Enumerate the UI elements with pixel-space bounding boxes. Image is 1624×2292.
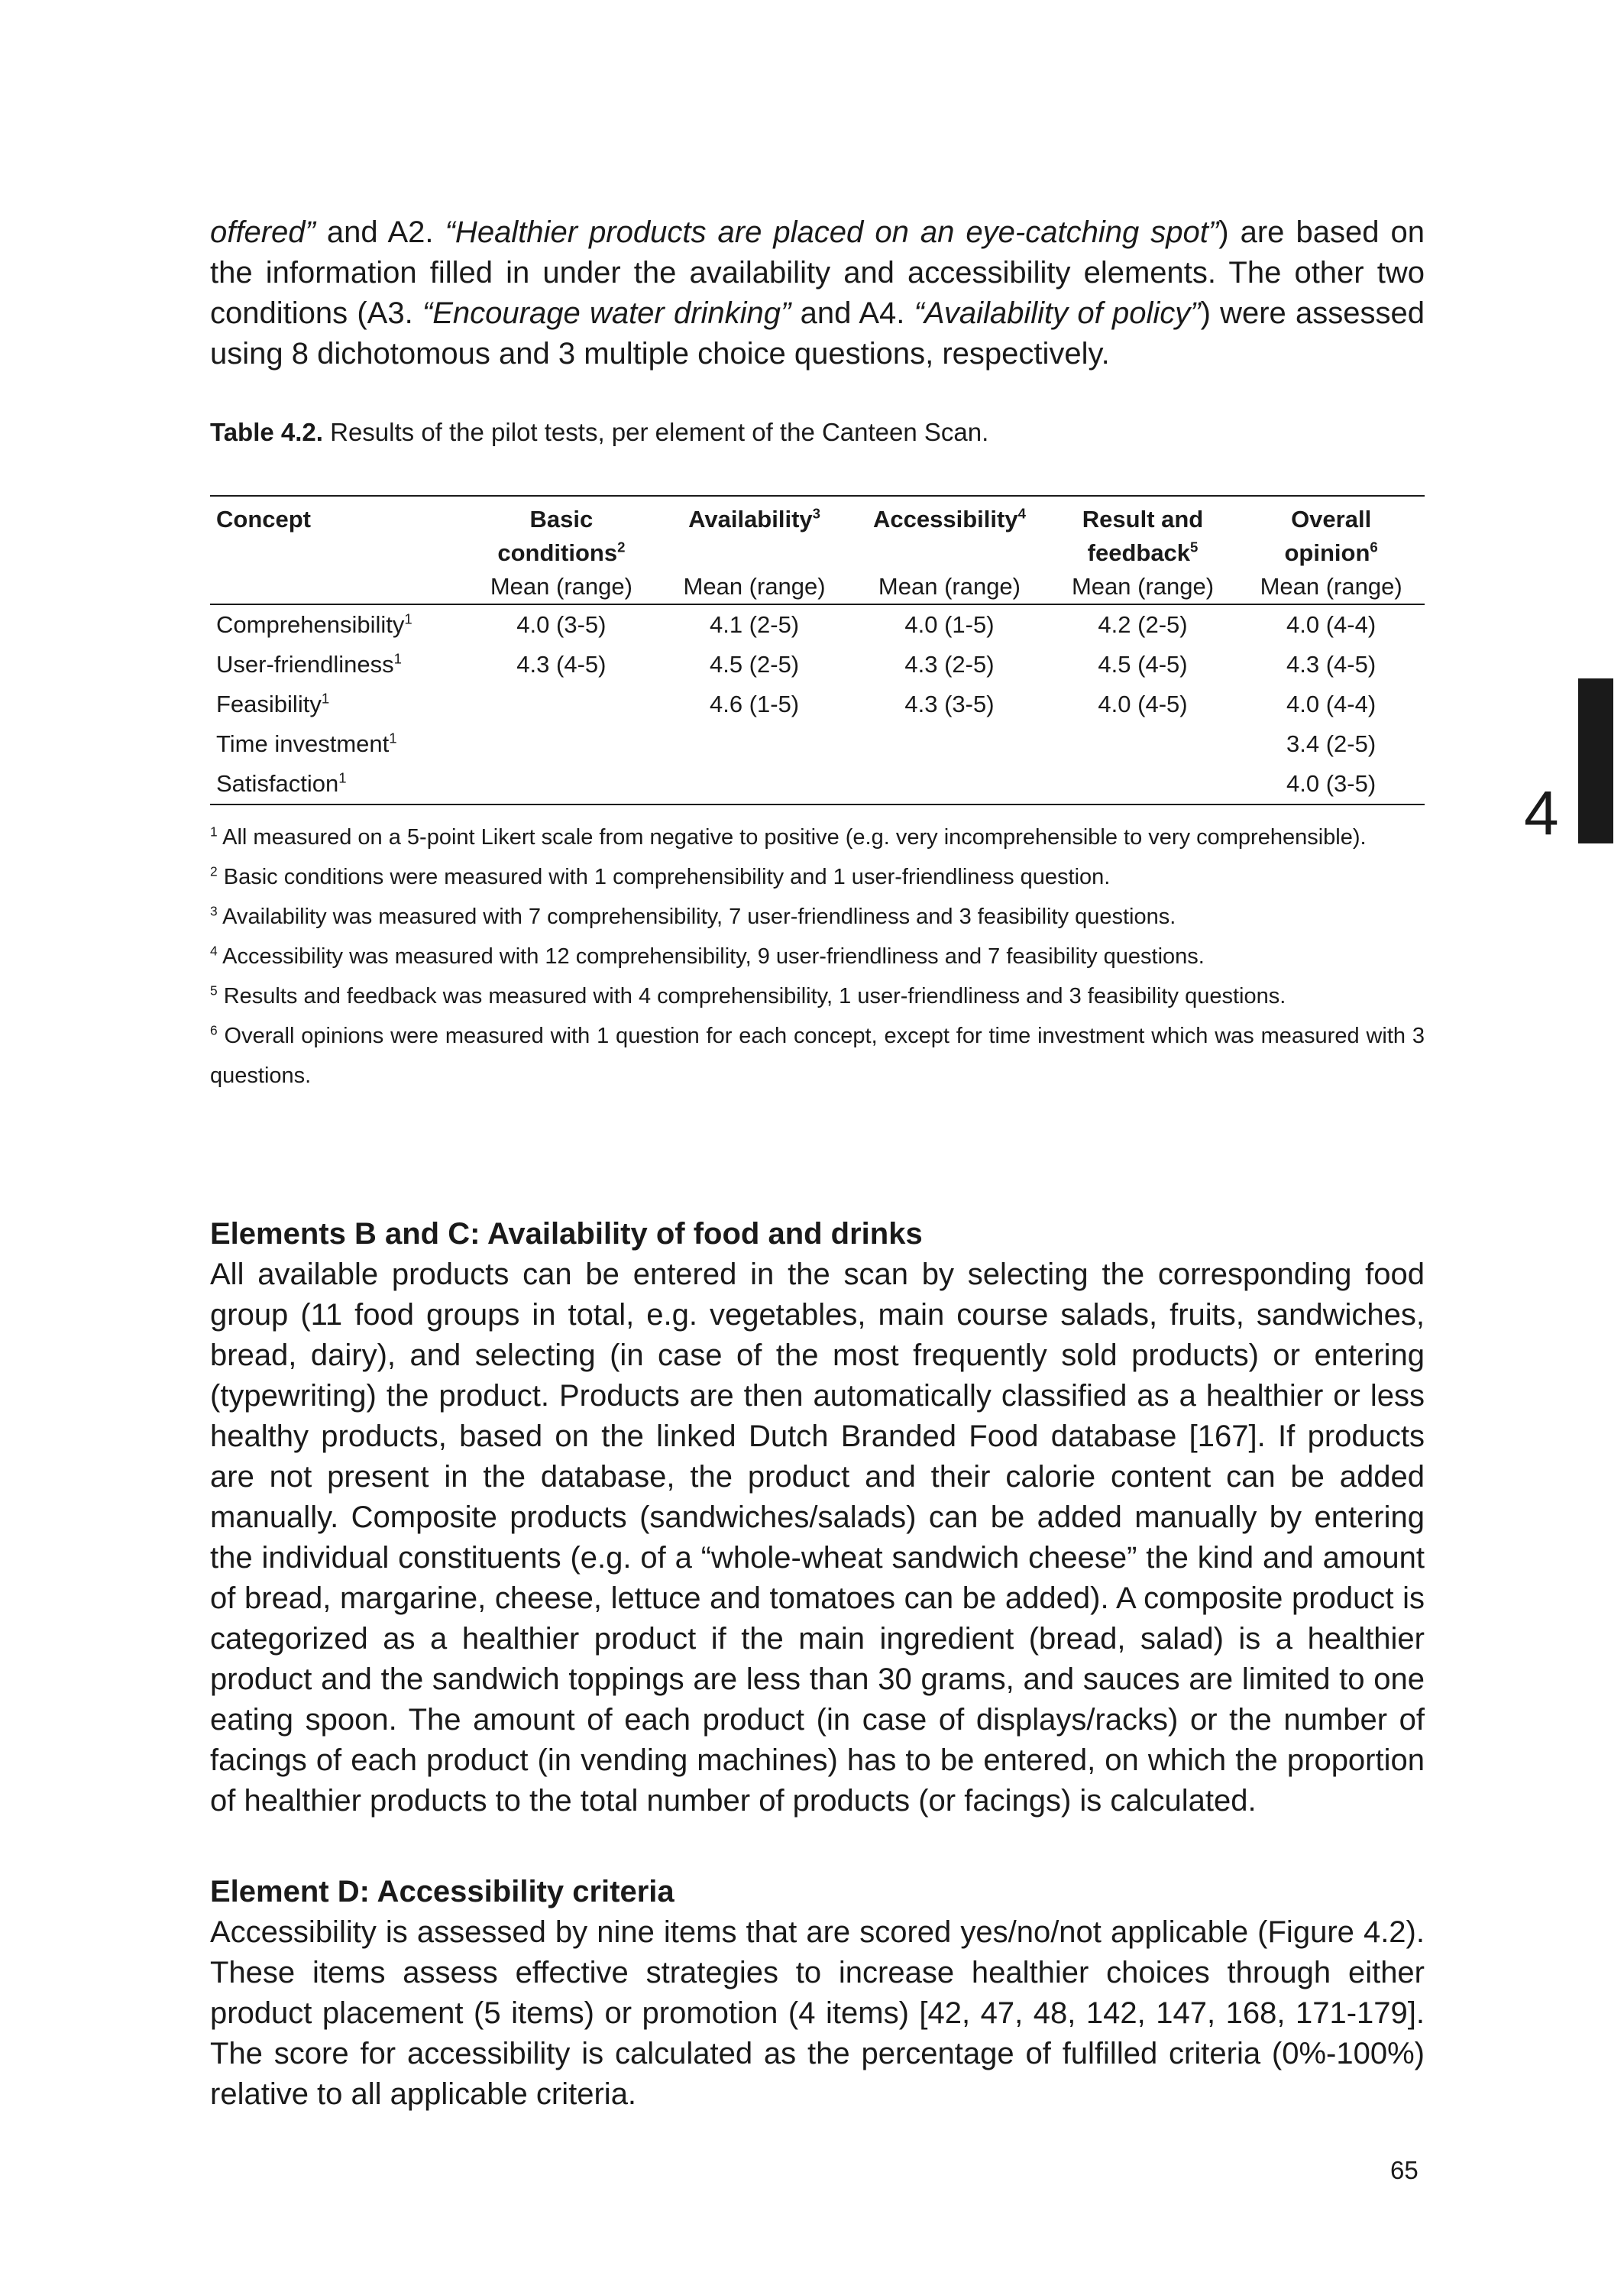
cell-basic: 4.0 (3-5) (516, 611, 607, 638)
table-caption (210, 416, 1425, 448)
cell-overall: 4.0 (3-5) (1286, 770, 1377, 797)
cell-overall: 4.0 (4-4) (1286, 611, 1377, 638)
table-caption-text: Results of the pilot tests, per element of the Canteen Scan. (322, 418, 989, 446)
subheader-mean-range: Mean (range) (1260, 573, 1402, 600)
cell-result: 4.2 (2-5) (1098, 611, 1188, 638)
table-row (210, 685, 1425, 724)
table-row (210, 604, 1425, 645)
subheader-mean-range: Mean (range) (878, 573, 1021, 600)
cell-basic: 4.3 (4-5) (516, 651, 607, 678)
footnote: $^4$ Accessibility was measured with 12 comprehensibility, 9 user-friendliness and 7 feasibility questions. (210, 943, 1205, 969)
cell-overall: 4.0 (4-4) (1286, 691, 1377, 717)
intro-text-8: ) were assessed using 8 dichotomous and 3 multiple choice questions, respectively. (210, 296, 1425, 371)
footnote: $^3$ Availability was measured with 7 comprehensibility, 7 user-friendliness and 3 feasibility questions. (210, 903, 1176, 929)
cell-result: 4.5 (4-5) (1098, 651, 1188, 678)
row-label: Time investment$^1$ (216, 730, 397, 757)
intro-paragraph (210, 212, 1425, 374)
cell-availability: 4.5 (2-5) (709, 651, 800, 678)
cell-basic (465, 685, 658, 724)
row-label: Satisfaction$^1$ (216, 769, 347, 797)
cell-result: 4.0 (4-5) (1098, 691, 1188, 717)
cell-result (1048, 724, 1237, 764)
footnote: $^5$ Results and feedback was measured with 4 comprehensibility, 1 user-friendliness and 3 feasibility questions. (210, 983, 1286, 1008)
subheader-mean-range: Mean (range) (1071, 573, 1215, 600)
header-result: Result and (1082, 506, 1204, 533)
table-row (210, 724, 1425, 764)
footnote: $^2$ Basic conditions were measured with 1 comprehensibility and 1 user-friendliness question. (210, 863, 1111, 889)
cell-result (1048, 764, 1237, 804)
intro-italic-3: “Healthier products are placed on an eye-catching spot” (445, 215, 1219, 249)
cell-basic (465, 724, 658, 764)
header-accessibility: Accessibility$^4$ (873, 505, 1026, 533)
header-overall: Overall (1291, 506, 1372, 533)
results-table-container (210, 495, 1425, 805)
header-basic: Basic (529, 506, 594, 533)
section-body: Accessibility is assessed by nine items that are scored yes/no/not applicable (Figure 4.2). These items assess effective strategies to increase healthier choices through either product placement (5 items) or promotion (4 items) [42, 47, 48, 142, 147, 168, 171-179]. The score for accessibility is calculated as the percentage of fulfilled criteria (0%-100%) relative to all applicable criteria. (210, 1915, 1425, 2111)
cell-overall: 3.4 (2-5) (1286, 730, 1377, 757)
header-overall-line2: opinion$^6$ (1284, 539, 1378, 566)
intro-italic-7: “Availability of policy” (914, 296, 1201, 330)
header-basic-line2: conditions$^2$ (497, 539, 626, 566)
cell-overall: 4.3 (4-5) (1286, 651, 1377, 678)
section-availability (210, 1214, 1425, 1821)
header-availability: Availability$^3$ (688, 505, 820, 533)
cell-availability (658, 764, 851, 804)
cell-accessibility: 4.3 (2-5) (904, 651, 995, 678)
footnote: $^1$ All measured on a 5-point Likert scale from negative to positive (e.g. very incomprehensible to very comprehensible). (210, 824, 1367, 850)
subheader-mean-range: Mean (range) (683, 573, 826, 600)
table-row (210, 645, 1425, 685)
cell-availability: 4.6 (1-5) (709, 691, 800, 717)
cell-accessibility (851, 724, 1048, 764)
intro-italic-5: “Encourage water drinking” (422, 296, 791, 330)
header-concept: Concept (216, 506, 311, 533)
footnote: $^6$ Overall opinions were measured with 1 question for each concept, except for time investment which was measured with 3 questions. (210, 1022, 1425, 1088)
row-label: User-friendliness$^1$ (216, 650, 402, 678)
chapter-number: 4 (1524, 779, 1559, 848)
section-heading: Element D: Accessibility criteria (210, 1875, 675, 1908)
row-label: Comprehensibility$^1$ (216, 610, 412, 638)
cell-accessibility: 4.0 (1-5) (904, 611, 995, 638)
header-result-line2: feedback$^5$ (1087, 539, 1199, 566)
results-table (210, 495, 1425, 805)
cell-accessibility: 4.3 (3-5) (904, 691, 995, 717)
intro-text-4: ) are based on the information filled in under the availability and accessibility elements. The other two conditions (A3. (210, 215, 1425, 330)
cell-availability (658, 724, 851, 764)
cell-accessibility (851, 764, 1048, 804)
cell-availability: 4.1 (2-5) (709, 611, 800, 638)
table-caption-label: Table 4.2. (210, 418, 323, 446)
row-label: Feasibility$^1$ (216, 690, 330, 717)
chapter-tab-marker (1578, 678, 1613, 843)
intro-text-6: and A4. (791, 296, 914, 330)
cell-basic (465, 764, 658, 804)
section-heading: Elements B and C: Availability of food and drinks (210, 1217, 923, 1251)
table-footnotes (210, 817, 1425, 1096)
page-number: 65 (1390, 2156, 1419, 2184)
table-row (210, 764, 1425, 804)
section-accessibility (210, 1872, 1425, 2115)
section-body: All available products can be entered in the scan by selecting the corresponding food group (11 food groups in total, e.g. vegetables, main course salads, fruits, sandwiches, bread, dairy), and selecting (in case of the most frequently sold products) or entering (typewriting) the product. Products are then automatically classified as a healthier or less healthy products, based on the linked Dutch Branded Food database [167]. If products are not present in the database, the product and their calorie content can be added manually. Composite products (sandwiches/salads) can be added manually by entering the individual constituents (e.g. of a “whole-wheat sandwich cheese” the kind and amount of bread, margarine, cheese, lettuce and tomatoes can be added). A composite product is categorized as a healthier product if the main ingredient (bread, salad) is a healthier product and the sandwich toppings are less than 30 grams, and sauces are limited to one eating spoon. The amount of each product (in case of displays/racks) or the number of facings of each product (in vending machines) has to be entered, on which the proportion of healthier products to the total number of products (or facings) is calculated. (210, 1258, 1425, 1818)
intro-text-2: and A2. (315, 215, 445, 249)
intro-italic-1: offered” (210, 215, 315, 249)
subheader-mean-range: Mean (range) (490, 573, 632, 600)
